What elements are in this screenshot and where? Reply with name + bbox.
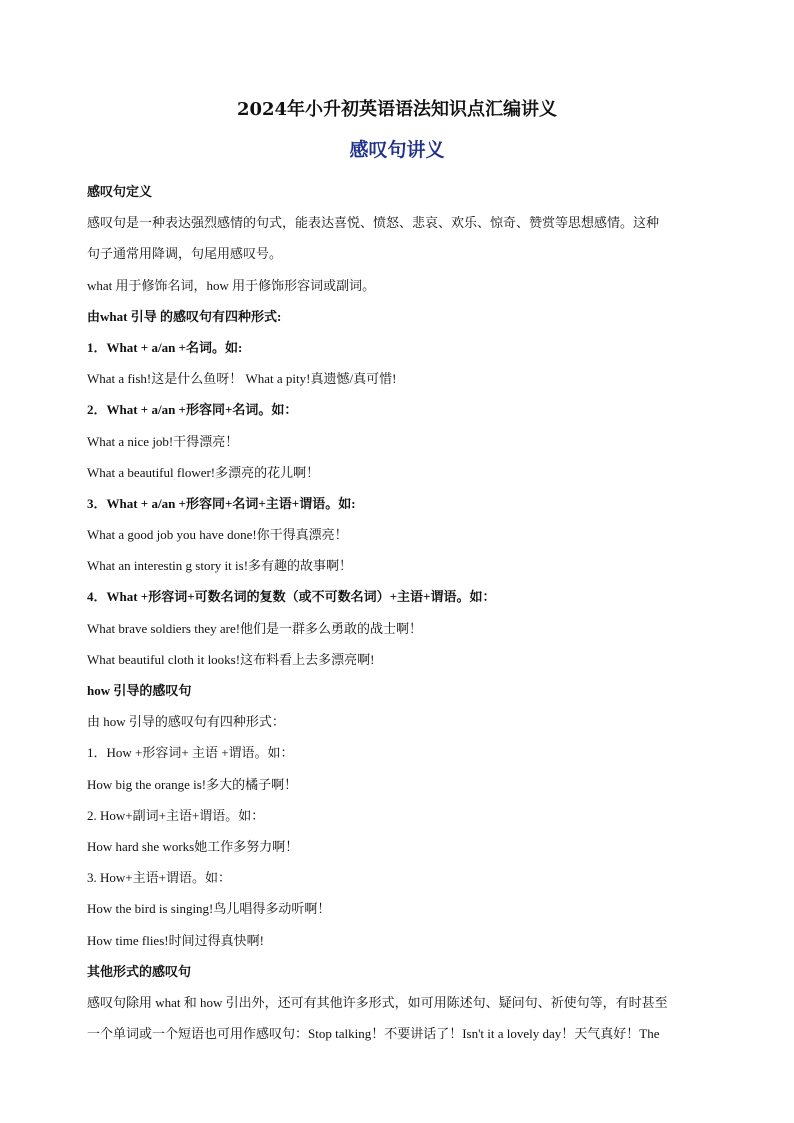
- body-line: What beautiful cloth it looks!这布料看上去多漂亮啊!: [87, 651, 375, 667]
- section-heading: how 引导的感叹句: [87, 683, 192, 698]
- section-heading: 其他形式的感叹句: [87, 963, 192, 979]
- body-line: 由 how 引导的感叹句有四种形式：: [87, 714, 285, 730]
- section-heading: 由what 引导 的感叹句有四种形式:: [87, 308, 282, 324]
- body-line: What a nice job!干得漂亮！: [87, 433, 239, 449]
- body-line: How big the orange is!多大的橘子啊！: [87, 776, 298, 792]
- body-line: 1．How +形容词+ 主语 +谓语。如：: [87, 745, 294, 761]
- body-line: 2. How+副词+主语+谓语。如：: [87, 807, 265, 823]
- body-line: What a beautiful flower!多漂亮的花儿啊！: [87, 464, 320, 480]
- body-line: What an interestin g story it is!多有趣的故事啊！: [87, 558, 353, 574]
- body-line: what 用于修饰名词，how 用于修饰形容词或副词。: [87, 277, 376, 293]
- body-line: What a fish!这是什么鱼呀！ What a pity!真遗憾/真可惜!: [87, 371, 397, 387]
- document-body: [87, 176, 709, 1049]
- document-title: 2024年小升初英语语法知识点汇编讲义: [236, 99, 558, 120]
- section-heading: 1．What + a/an +名词。如:: [87, 339, 243, 355]
- section-heading: 2．What + a/an +形容同+名词。如：: [87, 402, 298, 418]
- section-heading: 4．What +形容词+可数名词的复数（或不可数名词）+主语+谓语。如：: [87, 589, 496, 605]
- body-line: 感叹句是一种表达强烈感情的句式，能表达喜悦、愤怒、悲哀、欢乐、惊奇、赞赏等思想感情。这种: [87, 215, 660, 231]
- body-line: 一个单词或一个短语也可用作感叹句：Stop talking！不要讲话了！Isn't it a lovely day！天气真好！The: [87, 1026, 660, 1042]
- section-heading: 3．What + a/an +形容同+名词+主语+谓语。如:: [87, 495, 356, 511]
- body-line: 感叹句除用 what 和 how 引出外，还可有其他许多形式，如可用陈述句、疑问句、祈使句等，有时甚至: [87, 994, 668, 1010]
- body-line: 句子通常用降调，句尾用感叹号。: [87, 246, 283, 262]
- body-line: What brave soldiers they are!他们是一群多么勇敢的战士啊！: [87, 620, 423, 636]
- body-line: 3. How+主语+谓语。如：: [87, 870, 231, 886]
- document-subtitle: 感叹句讲义: [349, 139, 445, 161]
- body-line: What a good job you have done!你干得真漂亮！: [87, 527, 348, 543]
- body-line: How hard she works她工作多努力啊！: [87, 838, 299, 854]
- section-heading: 感叹句定义: [87, 184, 153, 199]
- body-line: How time flies!时间过得真快啊!: [87, 932, 264, 948]
- body-line: How the bird is singing!鸟儿唱得多动听啊！: [87, 901, 331, 917]
